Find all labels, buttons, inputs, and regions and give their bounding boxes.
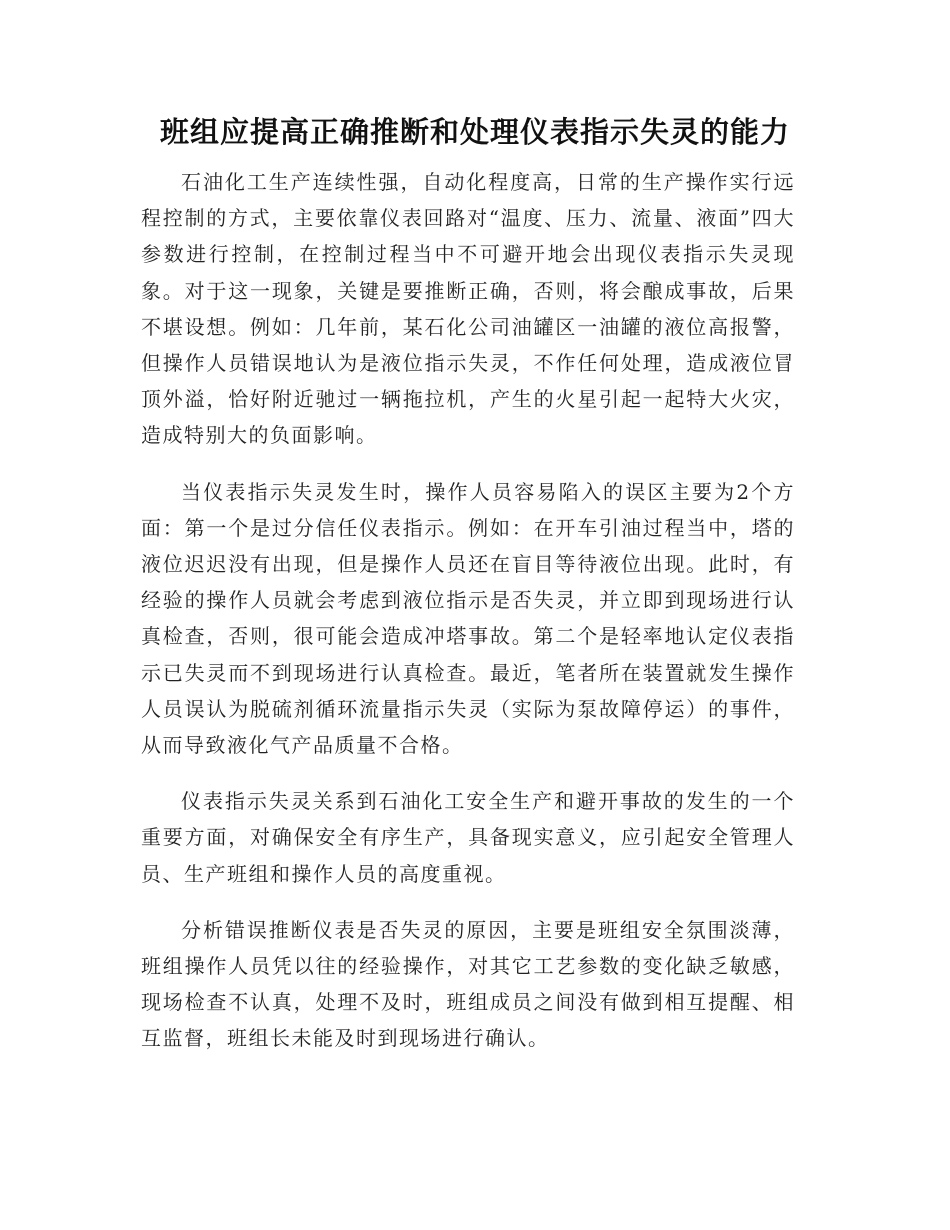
paragraph-2: 当仪表指示失灵发生时，操作人员容易陷入的误区主要为2个方面：第一个是过分信任仪表指示。例如：在开车引油过程当中，塔的液位迟迟没有出现，但是操作人员还在盲目等待液位出现。此时，有经验的操作人员就会考虑到液位指示是否失灵，并立即到现场进行认真检查，否则，很可能会造成冲塔事故。第二个是轻率地认定仪表指示已失灵而不到现场进行认真检查。最近，笔者所在装置就发生操作人员误认为脱硫剂循环流量指示失灵（实际为泵故障停运）的事件，从而导致液化气产品质量不合格。 [141,479,795,758]
document-title: 班组应提高正确推断和处理仪表指示失灵的能力 [159,115,790,149]
paragraph-4: 分析错误推断仪表是否失灵的原因，主要是班组安全氛围淡薄，班组操作人员凭以往的经验操作，对其它工艺参数的变化缺乏敏感，现场检查不认真，处理不及时，班组成员之间没有做到相互提醒、相互监督，班组长未能及时到现场进行确认。 [141,917,795,1051]
paragraph-1: 石油化工生产连续性强，自动化程度高，日常的生产操作实行远程控制的方式，主要依靠仪表回路对“温度、压力、流量、液面”四大参数进行控制，在控制过程当中不可避开地会出现仪表指示失灵现象。对于这一现象，关键是要推断正确，否则，将会酿成事故，后果不堪设想。例如：几年前，某石化公司油罐区一油罐的液位高报警，但操作人员错误地认为是液位指示失灵，不作任何处理，造成液位冒顶外溢，恰好附近驰过一辆拖拉机，产生的火星引起一起特大火灾，造成特别大的负面影响。 [141,170,795,448]
document-body [141,164,795,1077]
paragraph-3: 仪表指示失灵关系到石油化工安全生产和避开事故的发生的一个重要方面，对确保安全有序生产，具备现实意义，应引起安全管理人员、生产班组和操作人员的高度重视。 [141,789,795,886]
